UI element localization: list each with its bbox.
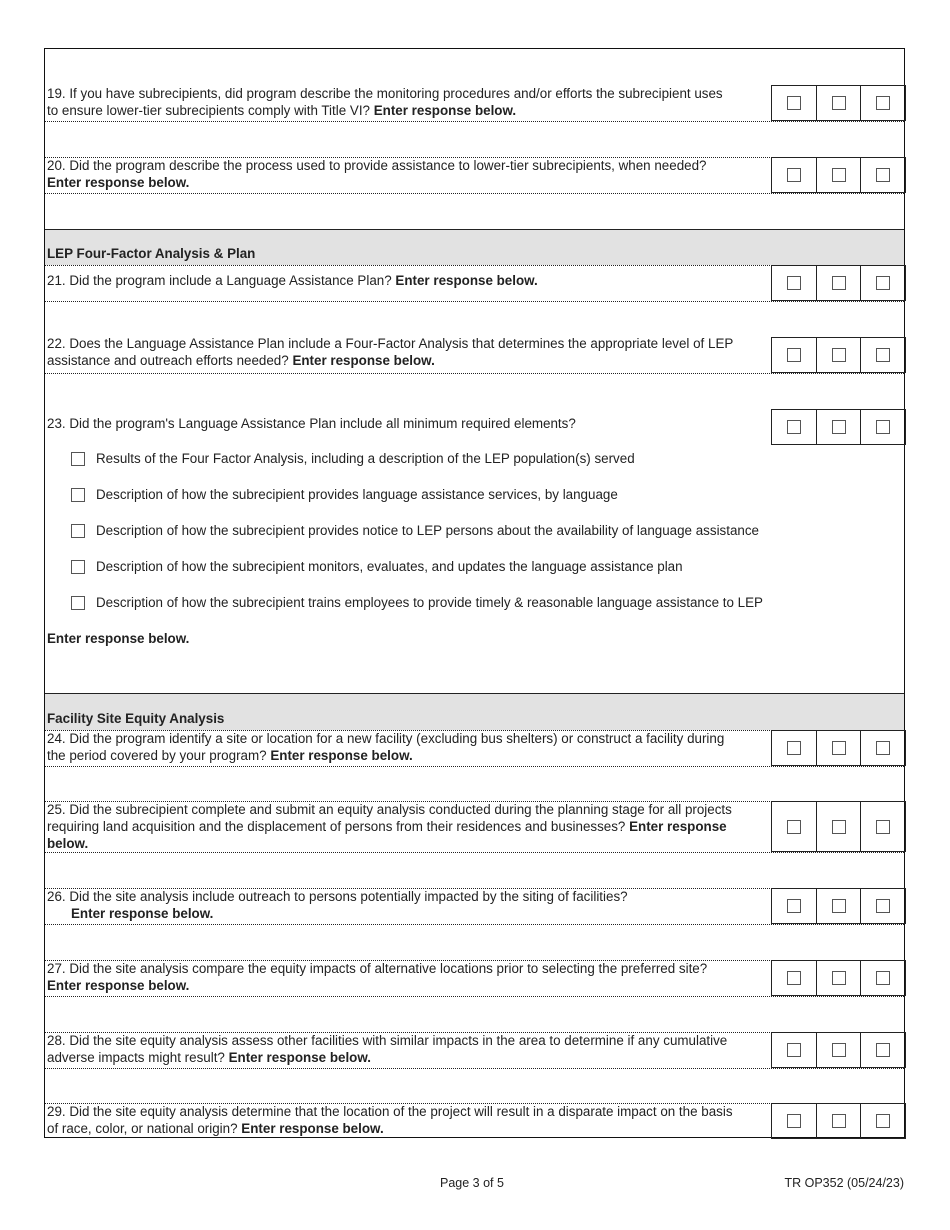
q20-na-checkbox[interactable] bbox=[876, 168, 890, 182]
q22-no-checkbox[interactable] bbox=[832, 348, 846, 362]
q23-item-2-checkbox[interactable] bbox=[71, 488, 85, 502]
q21-no-checkbox[interactable] bbox=[832, 276, 846, 290]
form-code: TR OP352 (05/24/23) bbox=[784, 1176, 904, 1190]
question-25: 25. Did the subrecipient complete and submit an equity analysis conducted during the planning stage for all projects requiring land acquisition and the displacement of persons from their residences and businesses? Enter response below. bbox=[47, 802, 732, 851]
form-page bbox=[44, 48, 905, 1138]
q23-item-2: Description of how the subrecipient provides language assistance services, by language bbox=[71, 487, 618, 502]
question-23: 23. Did the program's Language Assistance Plan include all minimum required elements? bbox=[47, 416, 576, 431]
q24-no-checkbox[interactable] bbox=[832, 741, 846, 755]
q23-item-5-checkbox[interactable] bbox=[71, 596, 85, 610]
question-21: 21. Did the program include a Language Assistance Plan? Enter response below. bbox=[47, 273, 538, 288]
q24-checkbox-group bbox=[771, 730, 906, 766]
q20-no-checkbox[interactable] bbox=[832, 168, 846, 182]
q23-na-checkbox[interactable] bbox=[876, 420, 890, 434]
q19-na-checkbox[interactable] bbox=[876, 96, 890, 110]
page-number: Page 3 of 5 bbox=[440, 1176, 504, 1190]
q23-yes-checkbox[interactable] bbox=[787, 420, 801, 434]
q24-yes-checkbox[interactable] bbox=[787, 741, 801, 755]
question-29: 29. Did the site equity analysis determine that the location of the project will result in a disparate impact on the basis of race, color, or national origin? Enter response below. bbox=[47, 1104, 733, 1136]
q28-no-checkbox[interactable] bbox=[832, 1043, 846, 1057]
q27-checkbox-group bbox=[771, 960, 906, 996]
q21-na-checkbox[interactable] bbox=[876, 276, 890, 290]
q25-checkbox-group bbox=[771, 801, 906, 852]
q23-item-3-checkbox[interactable] bbox=[71, 524, 85, 538]
q22-yes-checkbox[interactable] bbox=[787, 348, 801, 362]
q29-checkbox-group bbox=[771, 1103, 906, 1139]
q29-no-checkbox[interactable] bbox=[832, 1114, 846, 1128]
q29-yes-checkbox[interactable] bbox=[787, 1114, 801, 1128]
question-19: 19. If you have subrecipients, did program describe the monitoring procedures and/or efforts the subrecipient uses to ensure lower-tier subrecipients comply with Title VI? Enter response below. bbox=[47, 86, 723, 118]
question-28: 28. Did the site equity analysis assess other facilities with similar impacts in the area to determine if any cumulative adverse impacts might result? Enter response below. bbox=[47, 1033, 728, 1065]
q23-checkbox-group bbox=[771, 409, 906, 445]
q23-item-1-checkbox[interactable] bbox=[71, 452, 85, 466]
q28-checkbox-group bbox=[771, 1032, 906, 1068]
q20-yes-checkbox[interactable] bbox=[787, 168, 801, 182]
q19-no-checkbox[interactable] bbox=[832, 96, 846, 110]
q23-item-5: Description of how the subrecipient trains employees to provide timely & reasonable language assistance to LEP bbox=[71, 595, 763, 610]
q28-na-checkbox[interactable] bbox=[876, 1043, 890, 1057]
question-27: 27. Did the site analysis compare the equity impacts of alternative locations prior to selecting the preferred site? Enter response below. bbox=[47, 961, 708, 993]
q27-yes-checkbox[interactable] bbox=[787, 971, 801, 985]
section-title-facility: Facility Site Equity Analysis bbox=[47, 711, 225, 726]
q19-checkbox-group bbox=[771, 85, 906, 121]
q21-yes-checkbox[interactable] bbox=[787, 276, 801, 290]
q23-item-1: Results of the Four Factor Analysis, including a description of the LEP population(s) served bbox=[71, 451, 635, 466]
section-title-lep: LEP Four-Factor Analysis & Plan bbox=[47, 246, 256, 261]
q22-checkbox-group bbox=[771, 337, 906, 373]
q25-na-checkbox[interactable] bbox=[876, 820, 890, 834]
q27-na-checkbox[interactable] bbox=[876, 971, 890, 985]
q28-yes-checkbox[interactable] bbox=[787, 1043, 801, 1057]
q23-enter-response: Enter response below. bbox=[47, 631, 190, 646]
question-22: 22. Does the Language Assistance Plan include a Four-Factor Analysis that determines the appropriate level of LEP assistance and outreach efforts needed? Enter response below. bbox=[47, 336, 734, 368]
q27-no-checkbox[interactable] bbox=[832, 971, 846, 985]
q24-na-checkbox[interactable] bbox=[876, 741, 890, 755]
q26-yes-checkbox[interactable] bbox=[787, 899, 801, 913]
q21-checkbox-group bbox=[771, 265, 906, 301]
q23-no-checkbox[interactable] bbox=[832, 420, 846, 434]
q26-no-checkbox[interactable] bbox=[832, 899, 846, 913]
q19-yes-checkbox[interactable] bbox=[787, 96, 801, 110]
question-20: 20. Did the program describe the process used to provide assistance to lower-tier subrecipients, when needed? Enter response below. bbox=[47, 158, 707, 190]
q23-item-3: Description of how the subrecipient provides notice to LEP persons about the availability of language assistance bbox=[71, 523, 759, 538]
q26-checkbox-group bbox=[771, 888, 906, 924]
question-26: 26. Did the site analysis include outreach to persons potentially impacted by the siting of facilities? Enter response below. bbox=[47, 889, 628, 921]
q23-item-4: Description of how the subrecipient monitors, evaluates, and updates the language assistance plan bbox=[71, 559, 683, 574]
question-24: 24. Did the program identify a site or location for a new facility (excluding bus shelters) or construct a facility during the period covered by your program? Enter response below. bbox=[47, 731, 725, 763]
q22-na-checkbox[interactable] bbox=[876, 348, 890, 362]
q20-checkbox-group bbox=[771, 157, 906, 193]
q23-item-4-checkbox[interactable] bbox=[71, 560, 85, 574]
q25-no-checkbox[interactable] bbox=[832, 820, 846, 834]
q25-yes-checkbox[interactable] bbox=[787, 820, 801, 834]
q26-na-checkbox[interactable] bbox=[876, 899, 890, 913]
q29-na-checkbox[interactable] bbox=[876, 1114, 890, 1128]
